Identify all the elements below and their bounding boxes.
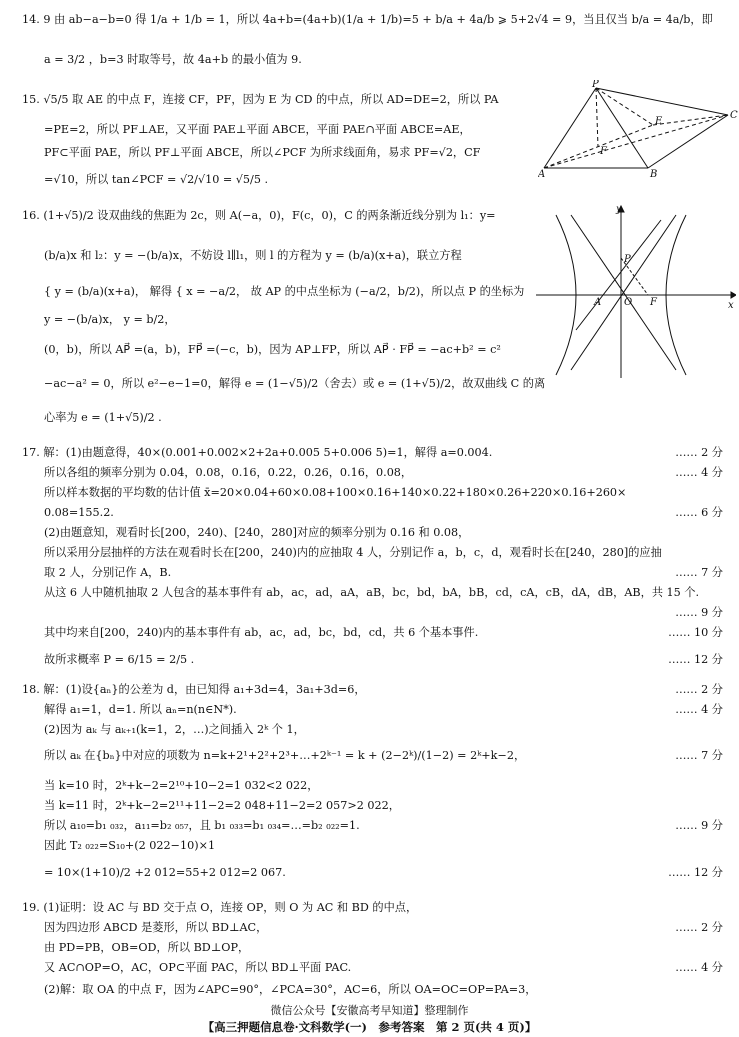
q17-line-2: 所以各组的频率分别为 0.04，0.08，0.16，0.22，0.26，0.16，0.08， — [44, 466, 413, 479]
q19-score-4: …… 4 分 — [675, 961, 723, 974]
q19-line-5: (2)解：取 OA 的中点 F，因为∠APC=90°，∠PCA=30°，AC=6，所以 OA=OC=OP=PA=3， — [44, 983, 537, 996]
q17-line-11: 故所求概率 P = 6/15 = 2/5 . — [44, 653, 195, 666]
q18-line-9: = 10×(1+10)/2 +2 012=55+2 012=2 067. — [44, 866, 286, 879]
footer-page-info: 【高三押题信息卷·文科数学(一) 参考答案 第 2 页(共 4 页)】 — [202, 1020, 537, 1034]
pyramid-figure — [538, 80, 738, 180]
q19-line-1: 19. (1)证明：设 AC 与 BD 交于点 O，连接 OP，则 O 为 AC 和 BD 的中点， — [22, 901, 418, 914]
label-e: E — [655, 116, 663, 127]
q16-line-6: −ac−a² = 0，所以 e²−e−1=0，解得 e = (1−√5)/2（舍去）或 e = (1+√5)/2，故双曲线 C 的离 — [44, 377, 546, 390]
q16-line-3: { y = (b/a)(x+a)， 解得 { x = −a/2， 故 AP 的中点坐标为 (−a/2，b/2)，所以点 P 的坐标为 — [44, 285, 525, 298]
q17-line-8: 从这 6 人中随机抽取 2 人包含的基本事件有 ab，ac，ad，aA，aB，bc，bd，bA，bB，cd，cA，cB，dA，dB，AB，共 15 个. — [44, 586, 700, 599]
q17-line-5: (2)由题意知，观看时长[200，240)、[240，280]对应的频率分别为 0.16 和 0.08， — [44, 526, 470, 539]
q18-line-4: 所以 aₖ 在{bₙ}中对应的项数为 n=k+2¹+2²+2³+…+2ᵏ⁻¹ = k + (2−2ᵏ)/(1−2) = 2ᵏ+k−2， — [44, 749, 526, 762]
hyperbola-figure — [536, 200, 736, 380]
label-b: B — [650, 169, 658, 180]
q17-line-4: 0.08=155.2. — [44, 506, 114, 519]
q17-line-6: 所以采用分层抽样的方法在观看时长在[200，240)内的应抽取 4 人，分别记作 a，b，c，d，观看时长在[240，280]的应抽 — [44, 546, 662, 559]
q17-line-3: 所以样本数据的平均数的估计值 x̄=20×0.04+60×0.08+100×0.16+140×0.22+180×0.26+220×0.16+260× — [44, 486, 627, 499]
label-f: F — [600, 146, 607, 157]
q14-line-1: 14. 9 由 ab−a−b=0 得 1/a + 1/b = 1，所以 4a+b=(4a+b)(1/a + 1/b)=5 + b/a + 4a/b ⩾ 5+2√4 = 9，当且仅当 b/a = 4a/b，即 — [22, 13, 713, 26]
q15-line-4: =√10，所以 tan∠PCF = √2/√10 = √5/5 . — [44, 173, 269, 186]
footer-wechat: 微信公众号【安徽高考早知道】整理制作 — [270, 1004, 469, 1017]
q14-line-2: a = 3/2 ，b=3 时取等号，故 4a+b 的最小值为 9. — [44, 53, 302, 66]
label-o: O — [624, 297, 633, 308]
q18-score-4: …… 7 分 — [675, 749, 723, 762]
label-x: x — [728, 300, 734, 311]
q18-score-1: …… 2 分 — [675, 683, 723, 696]
q17-score-11: …… 12 分 — [668, 653, 723, 666]
label-a2: A — [594, 297, 602, 308]
x-axis-arrow — [731, 292, 736, 298]
q16-line-5: (0，b)，所以 AP⃗ =(a，b)，FP⃗ =(−c，b)，因为 AP⊥FP，所以 AP⃗ · FP⃗ = −ac+b² = c² — [44, 343, 501, 356]
line-l — [576, 220, 661, 330]
q17-score-4: …… 6 分 — [675, 506, 723, 519]
q17-line-7: 取 2 人，分别记作 A，B. — [44, 566, 172, 579]
q16-line-2: (b/a)x 和 l₂：y = −(b/a)x，不妨设 l∥l₁，则 l 的方程为 y = (b/a)(x+a)，联立方程 — [44, 249, 462, 262]
q16-line-7: 心率为 e = (1+√5)/2 . — [44, 411, 162, 424]
q15-line-3: PF⊂平面 PAE，所以 PF⊥平面 ABCE，所以∠PCF 为所求线面角，易求 PF=√2，CF — [44, 146, 481, 159]
q19-line-2: 因为四边形 ABCD 是菱形，所以 BD⊥AC， — [44, 921, 268, 934]
q18-score-2: …… 4 分 — [675, 703, 723, 716]
q17-score-10: …… 10 分 — [668, 626, 723, 639]
q16-line-4: y = −(b/a)x， y = b/2， — [44, 313, 176, 326]
q19-score-2: …… 2 分 — [675, 921, 723, 934]
label-p: P — [592, 80, 599, 90]
q18-line-5: 当 k=10 时，2ᵏ+k−2=2¹⁰+10−2=1 032<2 022， — [44, 779, 319, 792]
label-p2: P — [624, 254, 631, 265]
q18-line-6: 当 k=11 时，2ᵏ+k−2=2¹¹+11−2=2 048+11−2=2 057>2 022， — [44, 799, 400, 812]
q18-score-7: …… 9 分 — [675, 819, 723, 832]
label-f2: F — [650, 297, 657, 308]
q18-score-9: …… 12 分 — [668, 866, 723, 879]
edge-ec — [653, 115, 728, 125]
q18-line-7: 所以 a₁₀=b₁ ₀₃₂，a₁₁=b₂ ₀₅₇，且 b₁ ₀₃₃=b₁ ₀₃₄=…=b₂ ₀₂₂=1. — [44, 819, 360, 832]
q18-line-1: 18. 解：(1)设{aₙ}的公差为 d，由已知得 a₁+3d=4，3a₁+3d=6， — [22, 683, 366, 696]
edge-ac — [544, 115, 728, 168]
q17-line-10: 其中均来自[200，240)内的基本事件有 ab，ac，ad，bc，bd，cd，共 6 个基本事件. — [44, 626, 479, 639]
q16-line-1: 16. (1+√5)/2 设双曲线的焦距为 2c，则 A(−a，0)，F(c，0)，C 的两条渐近线分别为 l₁：y= — [22, 209, 496, 222]
q19-line-4: 又 AC∩OP=O，AC，OP⊂平面 PAC，所以 BD⊥平面 PAC. — [44, 961, 352, 974]
q18-line-8: 因此 T₂ ₀₂₂=S₁₀+(2 022−10)×1 — [44, 839, 216, 852]
q17-score-1: …… 2 分 — [675, 446, 723, 459]
q15-line-1: 15. √5/5 取 AE 的中点 F，连接 CF，PF，因为 E 为 CD 的中点，所以 AD=DE=2，所以 PA — [22, 93, 499, 106]
label-a: A — [538, 169, 546, 180]
edge-pc — [596, 88, 728, 115]
q17-line-1: 17. 解：(1)由题意得，40×(0.001+0.002×2+2a+0.005 5+0.006 5)=1，解得 a=0.004. — [22, 446, 493, 459]
q17-score-7: …… 7 分 — [675, 566, 723, 579]
q18-line-2: 解得 a₁=1，d=1. 所以 aₙ=n(n∈N*). — [44, 703, 237, 716]
q17-score-9: …… 9 分 — [675, 606, 723, 619]
label-c: C — [730, 110, 738, 121]
q18-line-3: (2)因为 aₖ 与 aₖ₊₁(k=1，2，…)之间插入 2ᵏ 个 1， — [44, 723, 305, 736]
label-y: y — [616, 204, 622, 215]
edge-ae — [544, 125, 653, 168]
q19-line-3: 由 PD=PB，OB=OD，所以 BD⊥OP， — [44, 941, 250, 954]
edge-pa — [544, 88, 596, 168]
q15-line-2: =PE=2，所以 PF⊥AE，又平面 PAE⊥平面 ABCE，平面 PAE∩平面 ABCE=AE， — [44, 123, 471, 136]
edge-pf — [596, 88, 598, 147]
q17-score-2: …… 4 分 — [675, 466, 723, 479]
